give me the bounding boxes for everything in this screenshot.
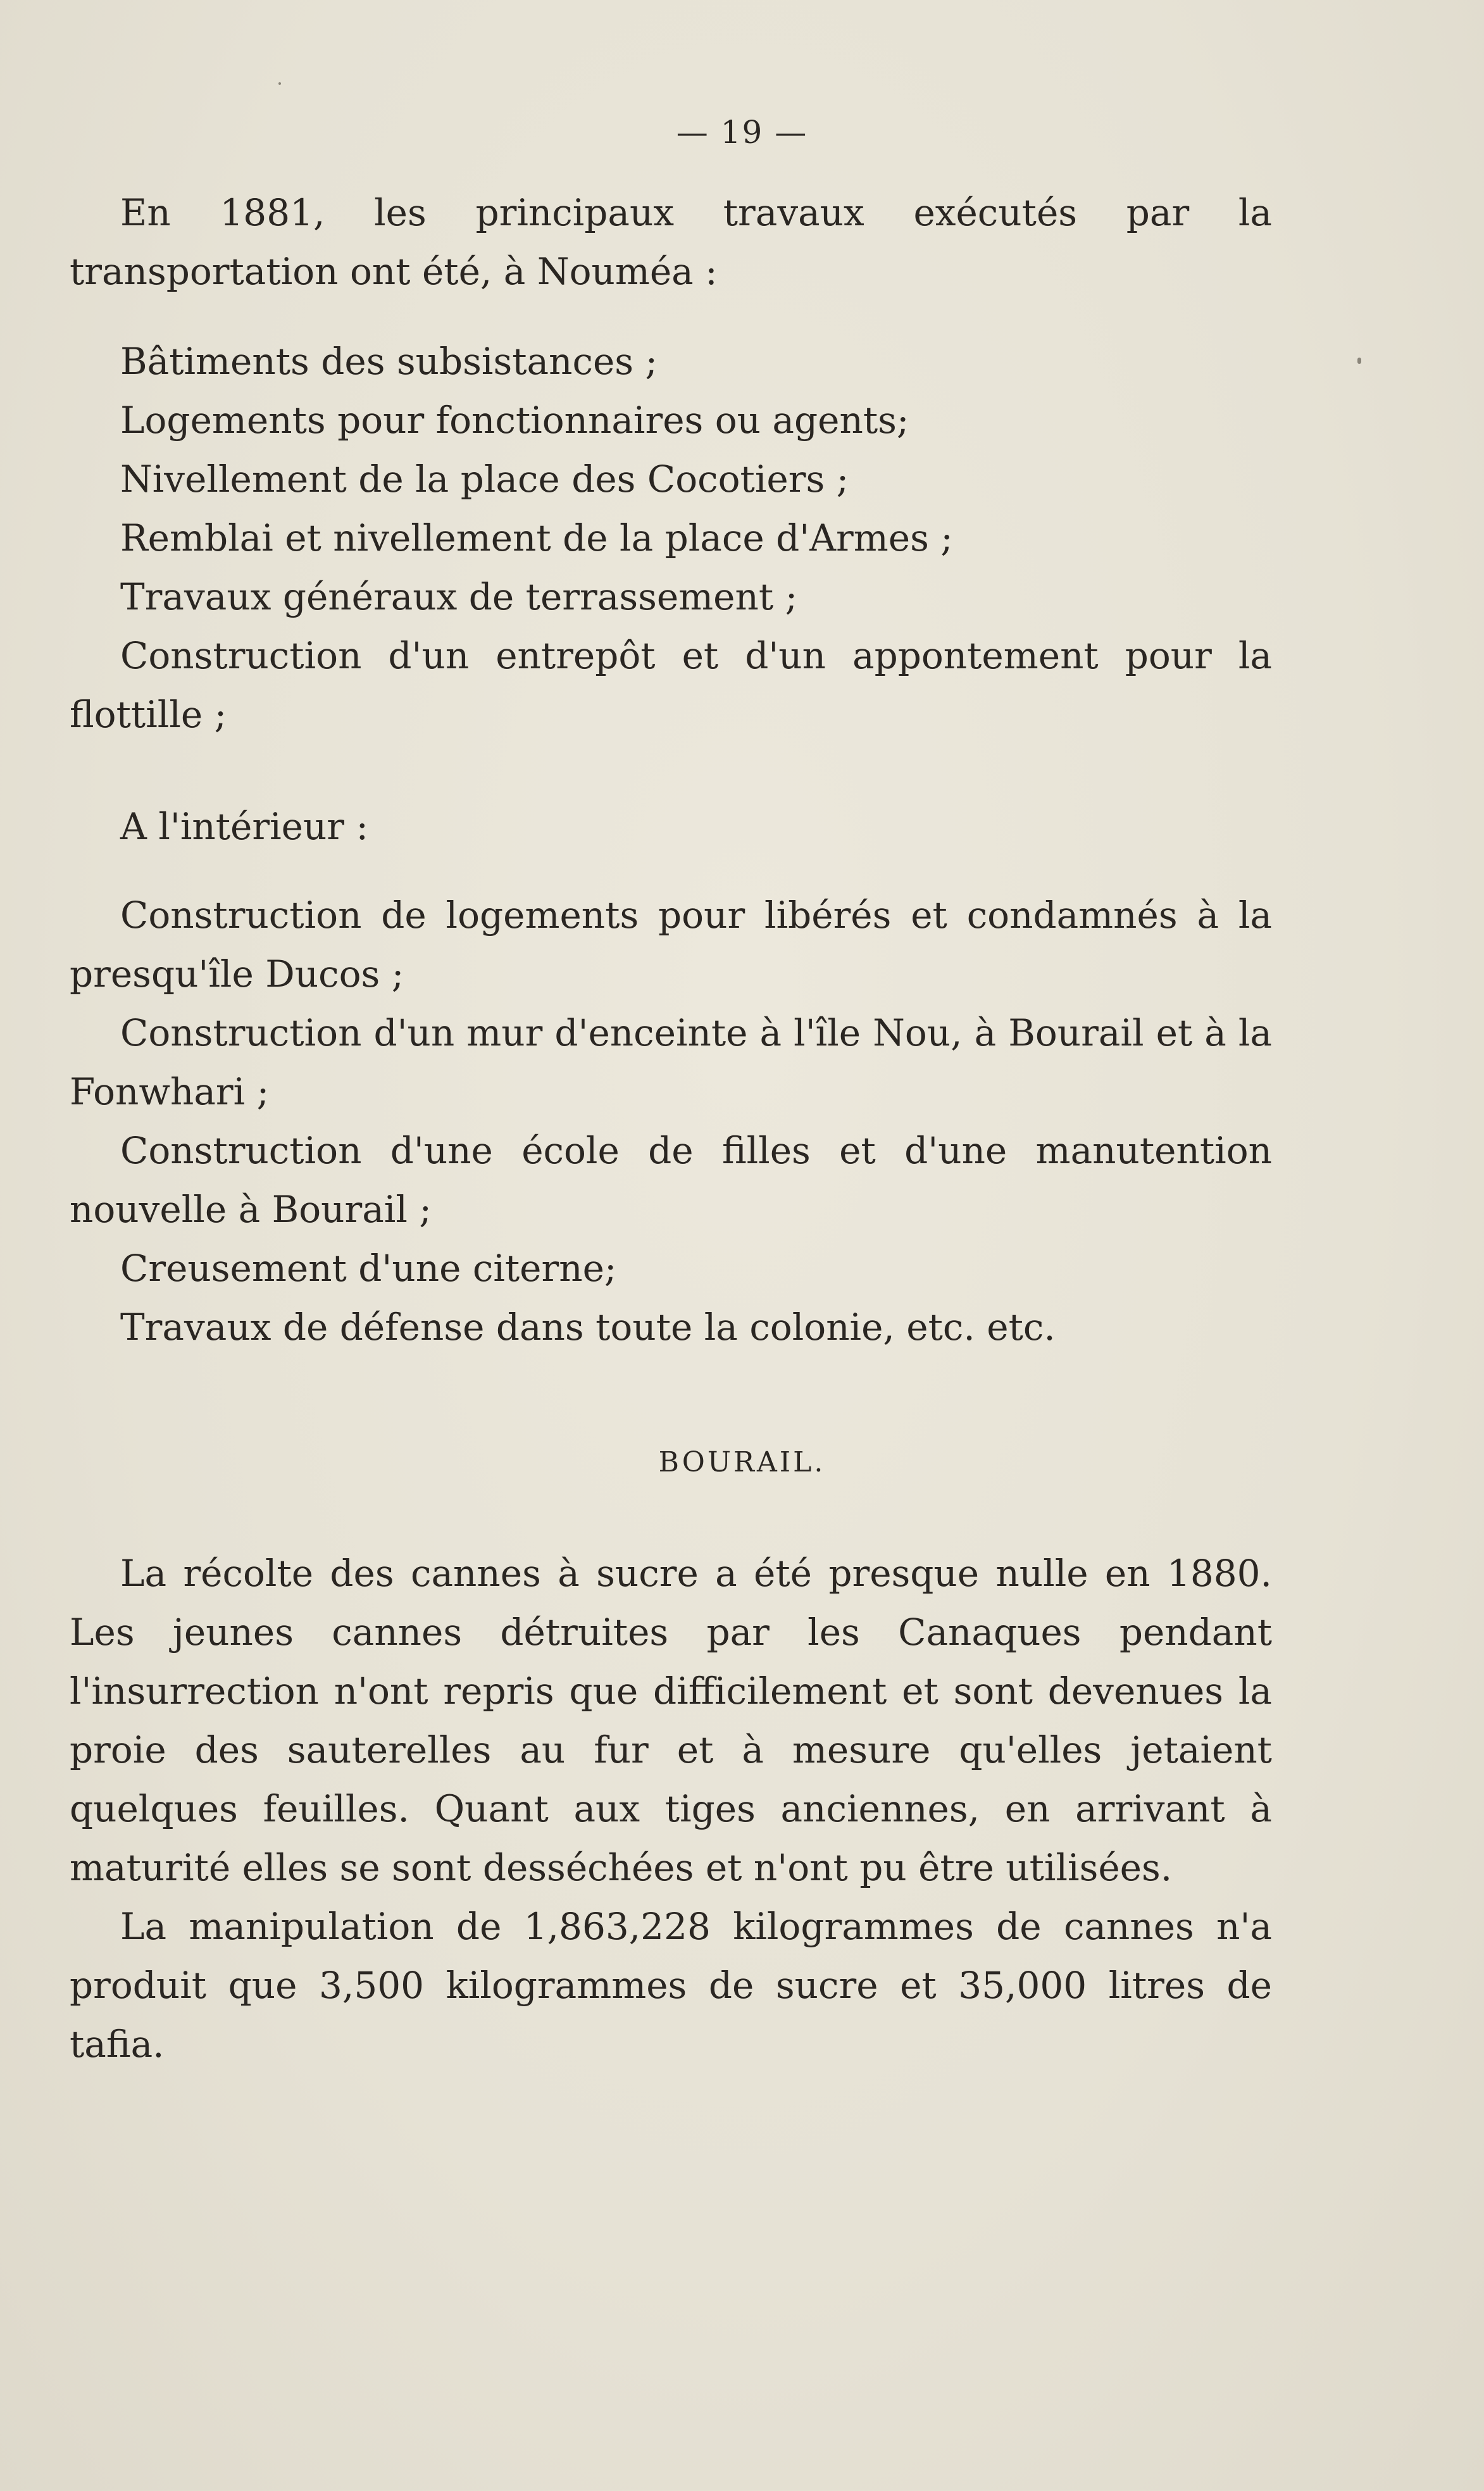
- list-item: Travaux généraux de terrassement ;: [120, 575, 798, 618]
- page-number: — 19 —: [676, 114, 808, 151]
- bourail-paragraph: La manipulation de 1,863,228 kilogrammes de cannes n'a produit que 3,500 kilogrammes de sucre et 35,000 litres de tafia.: [70, 1905, 1272, 2066]
- list-item: Construction d'un entrepôt et d'un appontement pour la flottille ;: [70, 634, 1272, 736]
- list-item: Logements pour fonctionnaires ou agents;: [120, 399, 909, 442]
- list-item: Bâtiments des subsistances ;: [120, 340, 658, 383]
- interior-heading-block: [70, 797, 1272, 856]
- list-item: Construction d'une école de filles et d'une manutention nouvelle à Bourail ;: [70, 1129, 1272, 1231]
- bourail-section-text: [70, 1544, 1272, 2074]
- bourail-paragraph: La récolte des cannes à sucre a été presque nulle en 1880. Les jeunes cannes détruites par les Canaques pendant l'insurrection n'ont repris que difficilement et sont devenues la proie des sauterelles au fur et à mesure qu'elles jetaient quelques feuilles. Quant aux tiges anciennes, en arrivant à maturité elles se sont desséchées et n'ont pu être utilisées.: [70, 1552, 1272, 1889]
- list-item: Nivellement de la place des Cocotiers ;: [120, 458, 849, 501]
- list-item: Construction d'un mur d'enceinte à l'île Nou, à Bourail et à la Fonwhari ;: [70, 1011, 1272, 1113]
- paper-speck: [278, 82, 281, 85]
- interior-heading: A l'intérieur :: [120, 805, 369, 848]
- intro-paragraph: [70, 184, 1272, 301]
- list-item: Remblai et nivellement de la place d'Armes ;: [120, 516, 953, 559]
- list-item: Construction de logements pour libérés et condamnés à la presqu'île Ducos ;: [70, 894, 1272, 996]
- list-item: Travaux de défense dans toute la colonie, etc. etc.: [120, 1306, 1056, 1349]
- intro-text: En 1881, les principaux travaux exécutés par la transportation ont été, à Nouméa :: [70, 191, 1272, 293]
- paper-speck: [1357, 358, 1361, 364]
- list-item: Creusement d'une citerne;: [120, 1247, 617, 1290]
- section-heading-bourail: BOURAIL.: [658, 1446, 826, 1478]
- interior-works-list: [70, 886, 1272, 1357]
- noumea-works-list: [70, 332, 1272, 744]
